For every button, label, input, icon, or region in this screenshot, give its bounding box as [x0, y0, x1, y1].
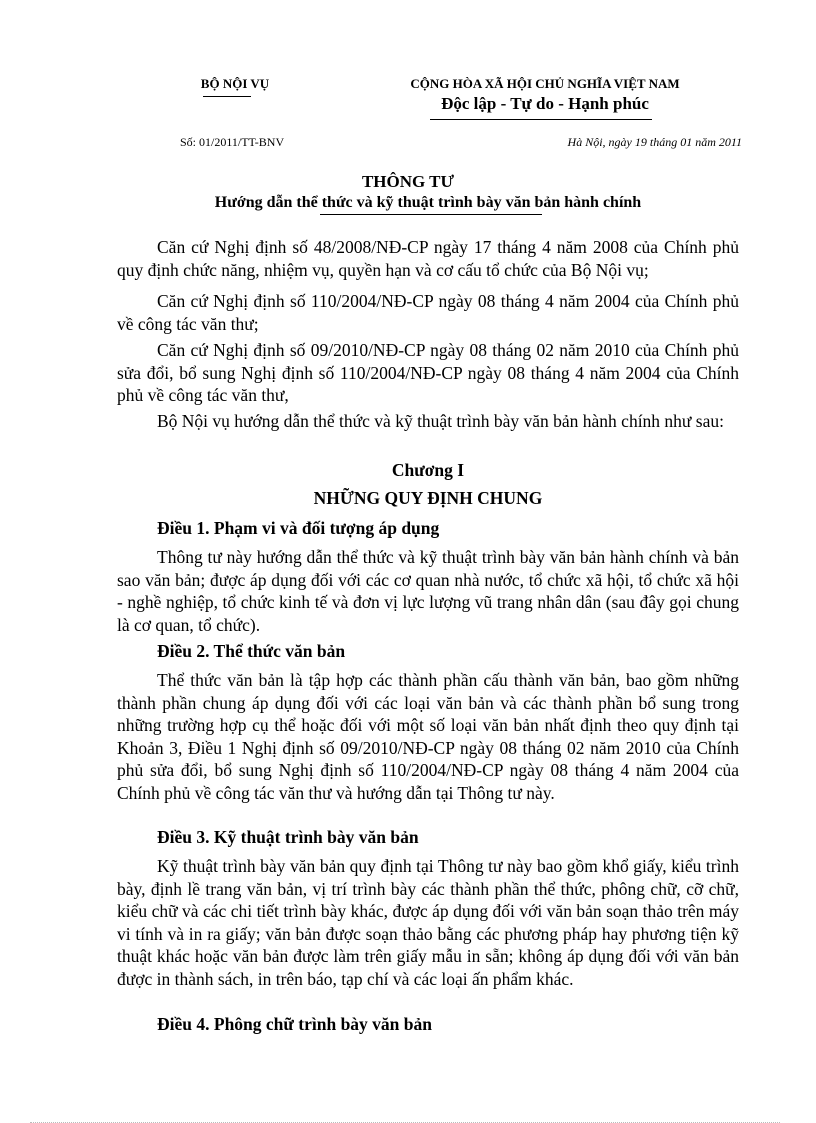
national-motto: Độc lập - Tự do - Hạnh phúc	[441, 94, 649, 113]
agency-underline	[203, 96, 251, 97]
motto-underline	[430, 119, 652, 120]
document-type: THÔNG TƯ	[361, 172, 455, 191]
article-heading: Điều 2. Thể thức văn bản	[157, 641, 346, 661]
article-heading: Điều 3. Kỹ thuật trình bày văn bản	[157, 827, 419, 847]
preamble-paragraph: Căn cứ Nghị định số 48/2008/NĐ-CP ngày 17 tháng 4 năm 2008 của Chính phủ quy định chức năng, nhiệm vụ, quyền hạn và cơ cấu tổ chức của Bộ Nội vụ;	[117, 237, 739, 280]
chapter-label: Chương I	[391, 460, 465, 480]
preamble-paragraph: Căn cứ Nghị định số 110/2004/NĐ-CP ngày 08 tháng 4 năm 2004 của Chính phủ về công tác văn thư;	[117, 291, 739, 334]
document-number: Số: 01/2011/TT-BNV	[180, 135, 285, 149]
article-body: Thông tư này hướng dẫn thể thức và kỹ thuật trình bày văn bản hành chính và bản sao văn bản; được áp dụng đối với các cơ quan nhà nước, tổ chức xã hội, tổ chức xã hội - nghề nghiệp, tổ chức kinh tế và đơn vị lực lượng vũ trang nhân dân (sau đây gọi chung là cơ quan, tổ chức).	[117, 547, 739, 635]
national-title: CỘNG HÒA XÃ HỘI CHỦ NGHĨA VIỆT NAM	[410, 76, 680, 91]
article-heading: Điều 4. Phông chữ trình bày văn bản	[157, 1014, 433, 1034]
preamble-paragraph: Bộ Nội vụ hướng dẫn thể thức và kỹ thuật trình bày văn bản hành chính như sau:	[157, 411, 724, 431]
preamble-paragraph: Căn cứ Nghị định số 09/2010/NĐ-CP ngày 08 tháng 02 năm 2010 của Chính phủ sửa đổi, bổ sung Nghị định số 110/2004/NĐ-CP ngày 08 tháng 4 năm 2004 của Chính phủ về công tác văn thư,	[117, 340, 739, 405]
article-heading: Điều 1. Phạm vi và đối tượng áp dụng	[157, 518, 440, 538]
chapter-title: NHỮNG QUY ĐỊNH CHUNG	[313, 488, 543, 508]
issuing-agency: BỘ NỘI VỤ	[200, 76, 270, 91]
subject-underline	[320, 214, 542, 215]
place-date: Hà Nội, ngày 19 tháng 01 năm 2011	[567, 135, 742, 149]
article-body: Kỹ thuật trình bày văn bản quy định tại Thông tư này bao gồm khổ giấy, kiểu trình bày, định lề trang văn bản, vị trí trình bày các thành phần thể thức, phông chữ, cỡ chữ, kiểu chữ và các chi tiết trình bày khác, được áp dụng đối với văn bản soạn thảo trên máy vi tính và in ra giấy; văn bản được soạn thảo bằng các phương pháp hay phương tiện kỹ thuật khác hoặc văn bản được làm trên giấy mẫu in sẵn; không áp dụng đối với văn bản được in thành sách, in trên báo, tạp chí và các loại ấn phẩm khác.	[117, 856, 739, 989]
article-body: Thể thức văn bản là tập hợp các thành phần cấu thành văn bản, bao gồm những thành phần chung áp dụng đối với các loại văn bản và các thành phần bổ sung trong những trường hợp cụ thể hoặc đối với một số loại văn bản nhất định theo quy định tại Khoản 3, Điều 1 Nghị định số 09/2010/NĐ-CP ngày 08 tháng 02 năm 2010 của Chính phủ sửa đổi, bổ sung Nghị định số 110/2004/NĐ-CP ngày 08 tháng 4 năm 2004 của Chính phủ về công tác văn thư và hướng dẫn tại Thông tư này.	[117, 670, 739, 803]
document-subject: Hướng dẫn thể thức và kỹ thuật trình bày văn bản hành chính	[214, 194, 642, 211]
